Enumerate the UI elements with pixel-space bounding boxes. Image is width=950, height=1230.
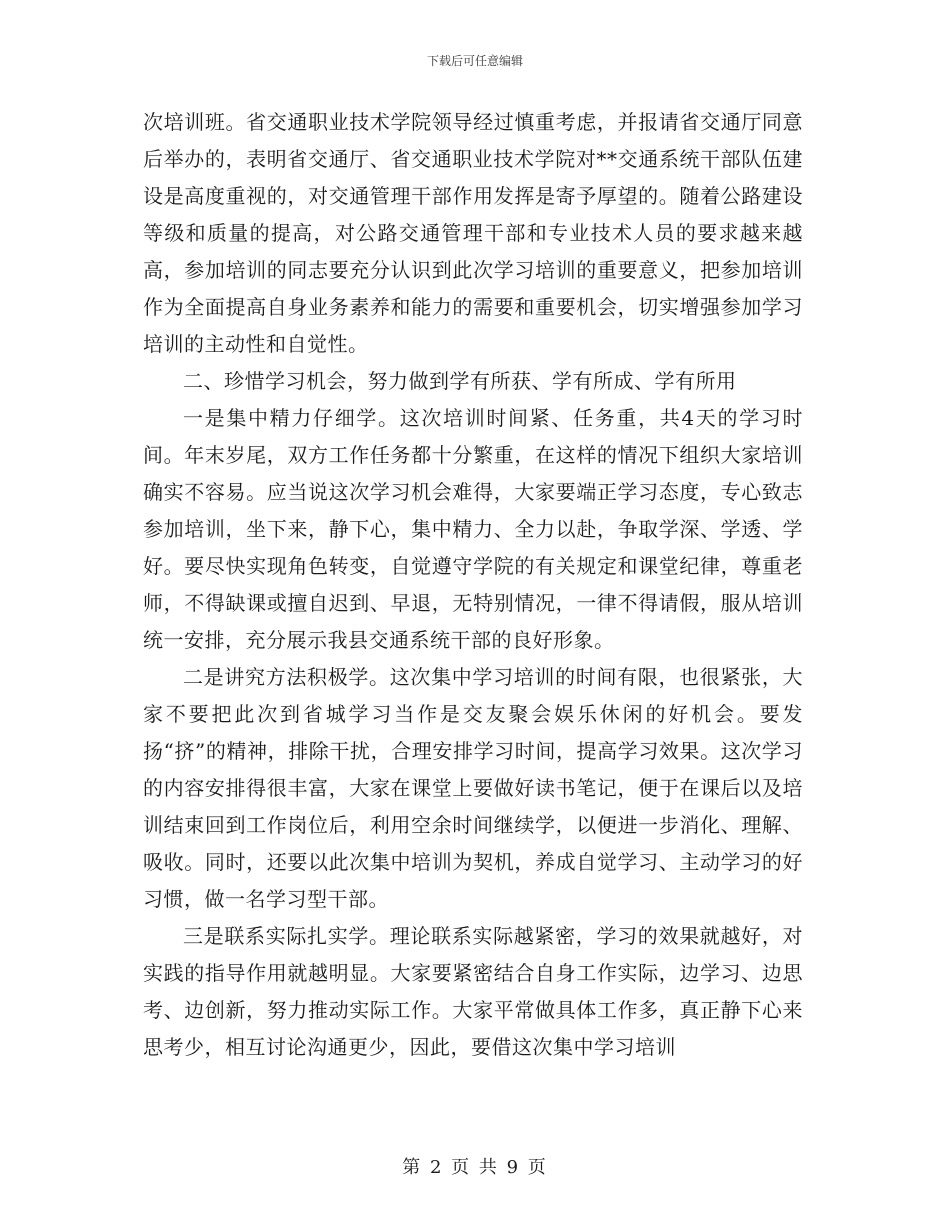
page-number: 第 2 页 共 9 页 <box>402 1157 548 1178</box>
document-body <box>143 104 803 1066</box>
paragraph-practice-study: 三是联系实际扎实学。理论联系实际越紧密，学习的效果就越好，对实践的指导作用就越明显。大家要紧密结合自身工作实际，边学习、边思考、边创新，努力推动实际工作。大家平常做具体工作多，真正静下心来思考少，相互讨论沟通更少，因此，要借这次集中学习培训 <box>143 924 803 1059</box>
paragraph-method-study: 二是讲究方法积极学。这次集中学习培训的时间有限，也很紧张，大家不要把此次到省城学习当作是交友聚会娱乐休闲的好机会。要发扬“挤”的精神，排除干扰，合理安排学习时间，提高学习效果。这次学习的内容安排得很丰富，大家在课堂上要做好读书笔记，便于在课后以及培训结束回到工作岗位后，利用空余时间继续学，以便进一步消化、理解、吸收。同时，还要以此次集中培训为契机，养成自觉学习、主动学习的好习惯，做一名学习型干部。 <box>143 665 803 911</box>
page-header: 下载后可任意编辑 <box>426 54 523 68</box>
paragraph-focus-study: 一是集中精力仔细学。这次培训时间紧、任务重，共4天的学习时间。年末岁尾，双方工作任务都十分繁重，在这样的情况下组织大家培训确实不容易。应当说这次学习机会难得，大家要端正学习态度，专心致志参加培训，坐下来，静下心，集中精力、全力以赴，争取学深、学透、学好。要尽快实现角色转变，自觉遵守学院的有关规定和课堂纪律，尊重老师，不得缺课或擅自迟到、早退，无特别情况，一律不得请假，服从培训统一安排，充分展示我县交通系统干部的良好形象。 <box>143 406 803 652</box>
section-heading: 二、珍惜学习机会，努力做到学有所获、学有所成、学有所用 <box>183 369 737 393</box>
paragraph-continuation: 次培训班。省交通职业技术学院领导经过慎重考虑，并报请省交通厅同意后举办的，表明省交通厅、省交通职业技术学院对**交通系统干部队伍建设是高度重视的，对交通管理干部作用发挥是寄予厚望的。随着公路建设等级和质量的提高，对公路交通管理干部和专业技术人员的要求越来越高，参加培训的同志要充分认识到此次学习培训的重要意义，把参加培训作为全面提高自身业务素养和能力的需要和重要机会，切实增强参加学习培训的主动性和自觉性。 <box>143 110 803 356</box>
